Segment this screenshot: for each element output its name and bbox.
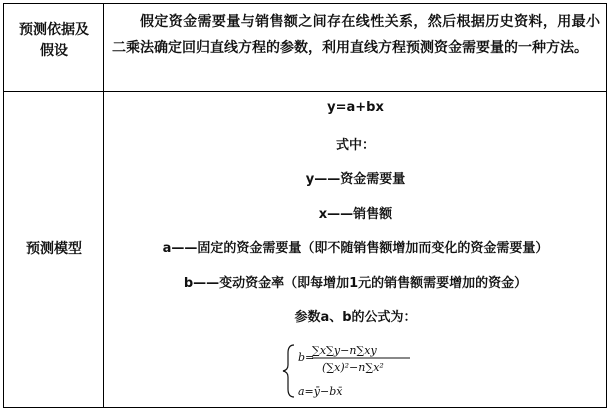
model-where: 式中：	[335, 138, 375, 153]
model-def-b: b——变动资金率（即每增加1元的销售额需要增加的资金）	[183, 276, 528, 291]
formula-a-line: a=ȳ−bx̄	[298, 385, 343, 398]
regression-formula	[282, 337, 422, 403]
model-def-a: a——固定的资金需要量（即不随销售额增加而变化的资金需要量）	[162, 241, 549, 256]
model-equation: y=a+bx	[327, 100, 384, 115]
row-label-model: 预测模型	[26, 241, 82, 257]
model-def-y: y——资金需要量	[305, 172, 406, 187]
row-divider	[3, 91, 607, 92]
formula-b-lhs: b=	[298, 351, 315, 364]
row-label-line: 预测依据及	[19, 22, 89, 38]
formula-denominator: (∑x)²−n∑x²	[322, 361, 384, 374]
formula-numerator: ∑x∑y−n∑xy	[312, 344, 377, 357]
row-label-basis	[5, 20, 103, 62]
row-content-basis: 假定资金需要量与销售额之间存在线性关系，然后根据历史资料，用最小二乘法确定回归直线方程的参数，利用直线方程预测资金需要量的一种方法。	[112, 14, 600, 56]
model-def-x: x——销售额	[318, 207, 393, 222]
model-params-intro: 参数a、b的公式为：	[294, 310, 417, 325]
row-label-line: 假设	[40, 43, 68, 59]
brace-icon	[283, 345, 294, 397]
